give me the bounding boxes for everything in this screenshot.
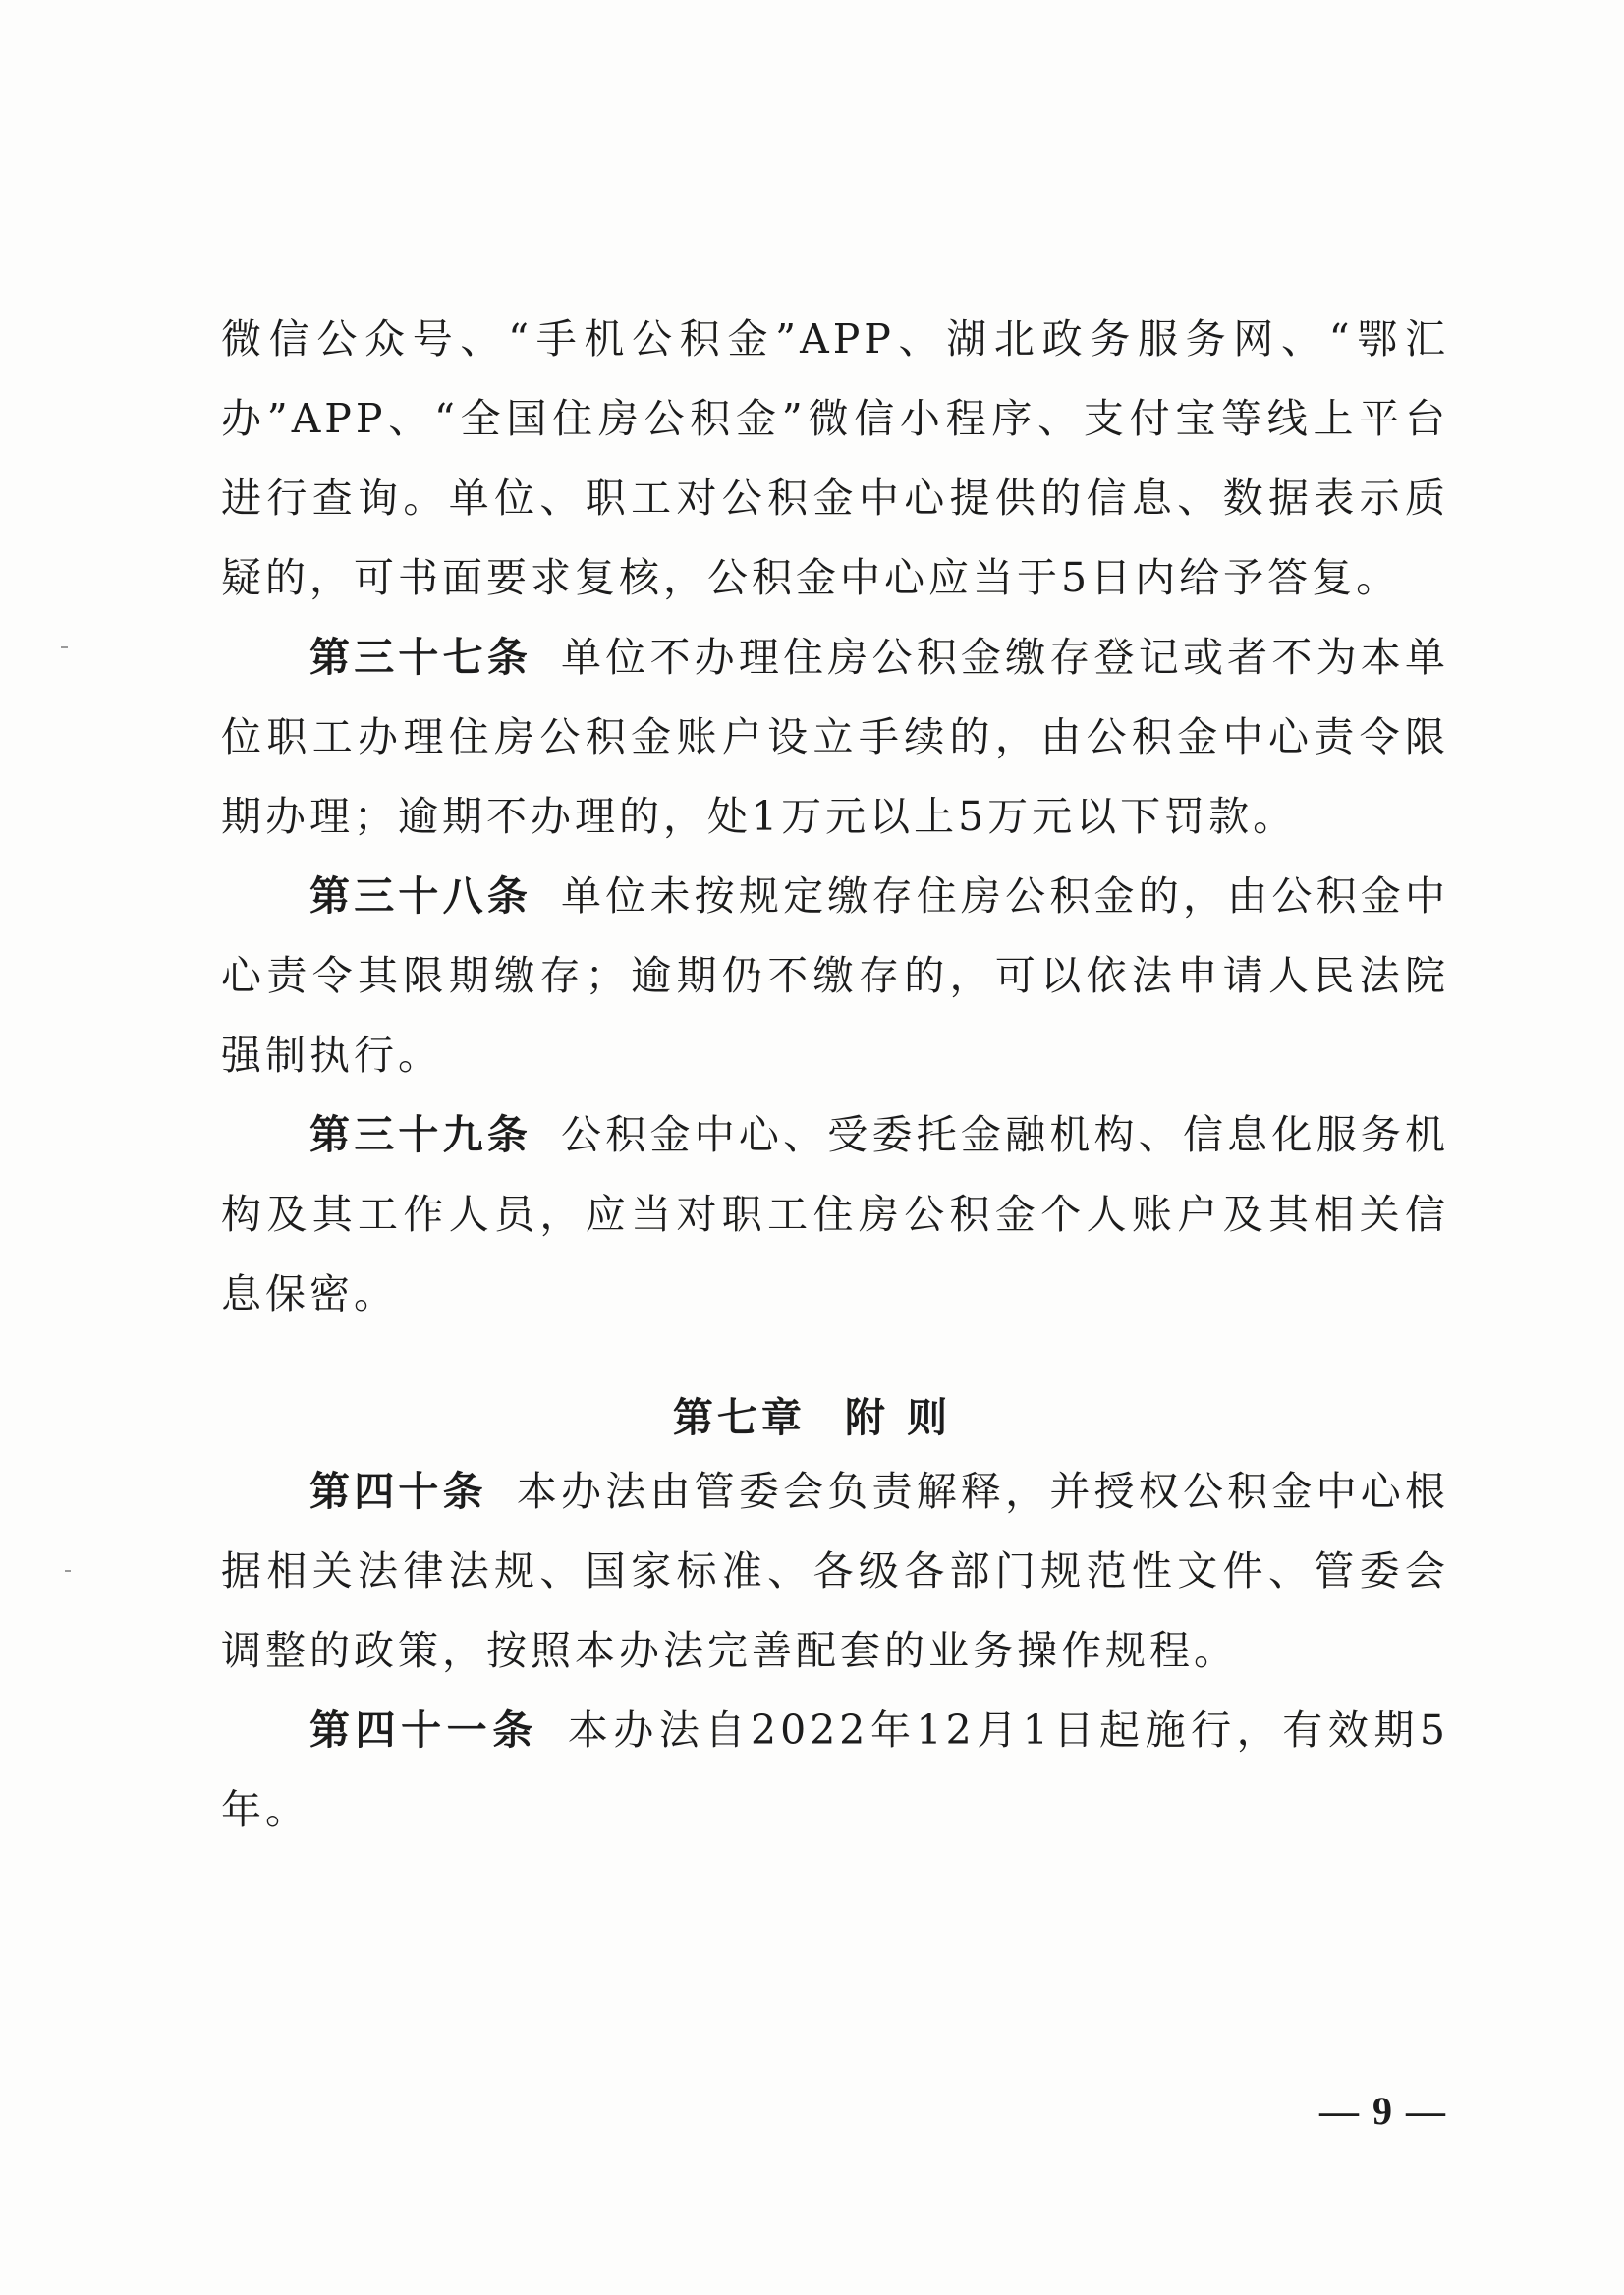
article-text: 本办法由管委会负责解释，并授权公积金中心根据相关法律法规、国家标准、各级各部门规范性文件、管委会调整的政策，按照本办法完善配套的业务操作规程。 xyxy=(221,1468,1450,1674)
article-41 xyxy=(221,1691,1449,1850)
article-label: 第四十一条 xyxy=(309,1707,538,1754)
body-text-lower xyxy=(221,1452,1449,1850)
page-number: — 9 — xyxy=(1319,2089,1447,2133)
article-37 xyxy=(221,618,1449,857)
chapter-title: 附 则 xyxy=(844,1394,952,1441)
continuation-paragraph: 微信公众号、“手机公积金”APP、湖北政务服务网、“鄂汇办”APP、“全国住房公积金”微信小程序、支付宝等线上平台进行查询。单位、职工对公积金中心提供的信息、数据表示质疑的，可书面要求复核，公积金中心应当于5日内给予答复。 xyxy=(221,315,1449,601)
article-40 xyxy=(221,1452,1449,1691)
article-39 xyxy=(221,1095,1449,1334)
article-text: 公积金中心、受委托金融机构、信息化服务机构及其工作人员，应当对职工住房公积金个人账户及其相关信息保密。 xyxy=(221,1111,1450,1317)
article-label: 第三十九条 xyxy=(309,1111,532,1158)
article-38 xyxy=(221,857,1449,1095)
article-text: 单位不办理住房公积金缴存登记或者不为本单位职工办理住房公积金账户设立手续的，由公积金中心责令限期办理；逾期不办理的，处1万元以上5万元以下罚款。 xyxy=(221,634,1450,840)
chapter-heading xyxy=(0,1385,1624,1443)
article-label: 第三十七条 xyxy=(309,634,532,681)
article-label: 第四十条 xyxy=(309,1468,487,1515)
scan-speck xyxy=(65,1570,71,1572)
body-text-upper xyxy=(221,300,1449,1334)
article-text: 本办法自2022年12月1日起施行，有效期5年。 xyxy=(221,1707,1450,1833)
scan-speck xyxy=(61,646,68,648)
article-label: 第三十八条 xyxy=(309,872,532,920)
article-text: 单位未按规定缴存住房公积金的，由公积金中心责令其限期缴存；逾期仍不缴存的，可以依法申请人民法院强制执行。 xyxy=(221,872,1450,1079)
chapter-number: 第七章 xyxy=(672,1394,806,1441)
